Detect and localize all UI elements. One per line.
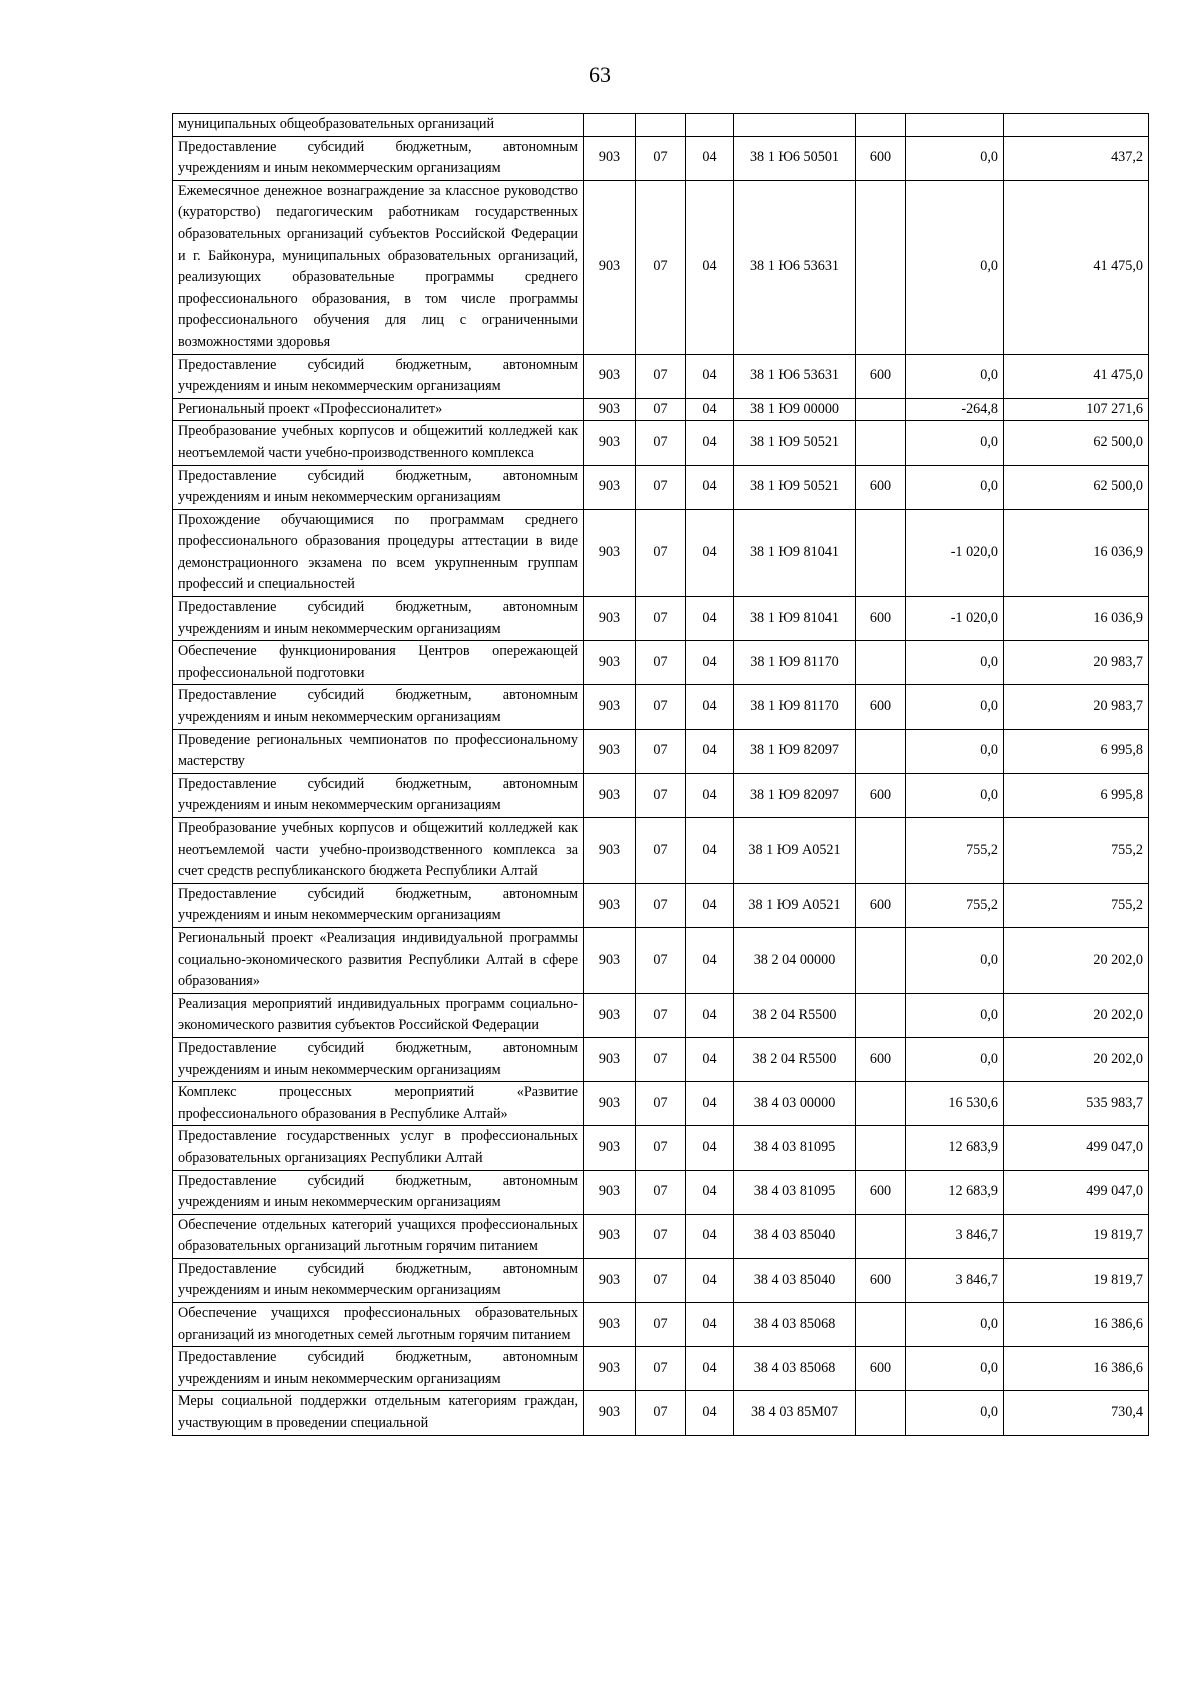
table-row xyxy=(173,1126,1149,1170)
change-amount-cell: 0,0 xyxy=(906,1347,1004,1391)
section-cell: 07 xyxy=(636,729,686,773)
subsection-cell: 04 xyxy=(686,398,734,421)
subsection-cell: 04 xyxy=(686,597,734,641)
table-row xyxy=(173,1303,1149,1347)
section-cell: 07 xyxy=(636,993,686,1037)
table-row xyxy=(173,1347,1149,1391)
grbs-cell: 903 xyxy=(584,773,636,817)
section-cell: 07 xyxy=(636,1391,686,1435)
expense-type-cell: 600 xyxy=(856,597,906,641)
grbs-cell: 903 xyxy=(584,597,636,641)
expense-type-cell: 600 xyxy=(856,1037,906,1081)
subsection-cell: 04 xyxy=(686,1214,734,1258)
total-amount-cell: 41 475,0 xyxy=(1004,180,1149,354)
total-amount-cell: 535 983,7 xyxy=(1004,1082,1149,1126)
total-amount-cell: 16 036,9 xyxy=(1004,597,1149,641)
section-cell: 07 xyxy=(636,773,686,817)
target-article-cell: 38 1 Ю6 53631 xyxy=(734,180,856,354)
change-amount-cell: 0,0 xyxy=(906,1391,1004,1435)
section-cell: 07 xyxy=(636,136,686,180)
section-cell: 07 xyxy=(636,1126,686,1170)
subsection-cell: 04 xyxy=(686,1391,734,1435)
change-amount-cell: 755,2 xyxy=(906,883,1004,927)
row-name-cell: Предоставление государственных услуг в профессиональных образовательных организациях Республики Алтай xyxy=(173,1126,584,1170)
section-cell: 07 xyxy=(636,1347,686,1391)
total-amount-cell: 437,2 xyxy=(1004,136,1149,180)
row-name-cell: Ежемесячное денежное вознаграждение за классное руководство (кураторство) педагогическим работникам государственных образовательных организаций субъектов Российской Федерации и г. Байконура, муниципальных образовательных организаций, реализующих образовательные программы среднего профессионального образования, в том числе программы профессионального обучения для лиц с ограниченными возможностями здоровья xyxy=(173,180,584,354)
total-amount-cell: 6 995,8 xyxy=(1004,773,1149,817)
subsection-cell: 04 xyxy=(686,1258,734,1302)
total-amount-cell: 20 983,7 xyxy=(1004,641,1149,685)
change-amount-cell xyxy=(906,114,1004,137)
row-name-cell: Обеспечение отдельных категорий учащихся профессиональных образовательных организаций льготным горячим питанием xyxy=(173,1214,584,1258)
target-article-cell: 38 1 Ю9 50521 xyxy=(734,421,856,465)
grbs-cell: 903 xyxy=(584,136,636,180)
expense-type-cell: 600 xyxy=(856,1347,906,1391)
grbs-cell: 903 xyxy=(584,993,636,1037)
target-article-cell xyxy=(734,114,856,137)
total-amount-cell: 755,2 xyxy=(1004,883,1149,927)
table-row xyxy=(173,136,1149,180)
target-article-cell: 38 2 04 00000 xyxy=(734,927,856,993)
table-row xyxy=(173,1082,1149,1126)
row-name-cell: Преобразование учебных корпусов и общежитий колледжей как неотъемлемой части учебно-производственного комплекса xyxy=(173,421,584,465)
grbs-cell: 903 xyxy=(584,465,636,509)
expense-type-cell xyxy=(856,1391,906,1435)
target-article-cell: 38 4 03 81095 xyxy=(734,1170,856,1214)
section-cell: 07 xyxy=(636,180,686,354)
target-article-cell: 38 1 Ю6 50501 xyxy=(734,136,856,180)
subsection-cell: 04 xyxy=(686,1347,734,1391)
subsection-cell: 04 xyxy=(686,818,734,884)
table-row xyxy=(173,729,1149,773)
target-article-cell: 38 4 03 00000 xyxy=(734,1082,856,1126)
section-cell: 07 xyxy=(636,465,686,509)
table-row xyxy=(173,883,1149,927)
grbs-cell: 903 xyxy=(584,421,636,465)
subsection-cell: 04 xyxy=(686,927,734,993)
change-amount-cell: 0,0 xyxy=(906,685,1004,729)
subsection-cell: 04 xyxy=(686,180,734,354)
section-cell: 07 xyxy=(636,1037,686,1081)
target-article-cell: 38 2 04 R5500 xyxy=(734,993,856,1037)
expense-type-cell: 600 xyxy=(856,1258,906,1302)
row-name-cell: Предоставление субсидий бюджетным, автономным учреждениям и иным некоммерческим организациям xyxy=(173,1347,584,1391)
row-name-cell: муниципальных общеобразовательных организаций xyxy=(173,114,584,137)
change-amount-cell: 3 846,7 xyxy=(906,1258,1004,1302)
table-row xyxy=(173,773,1149,817)
row-name-cell: Проведение региональных чемпионатов по профессиональному мастерству xyxy=(173,729,584,773)
grbs-cell: 903 xyxy=(584,883,636,927)
target-article-cell: 38 1 Ю9 82097 xyxy=(734,773,856,817)
section-cell: 07 xyxy=(636,1082,686,1126)
row-name-cell: Предоставление субсидий бюджетным, автономным учреждениям и иным некоммерческим организациям xyxy=(173,597,584,641)
table-row xyxy=(173,509,1149,596)
grbs-cell: 903 xyxy=(584,354,636,398)
grbs-cell: 903 xyxy=(584,1347,636,1391)
grbs-cell: 903 xyxy=(584,818,636,884)
subsection-cell: 04 xyxy=(686,465,734,509)
table-row xyxy=(173,1037,1149,1081)
total-amount-cell: 107 271,6 xyxy=(1004,398,1149,421)
target-article-cell: 38 1 Ю9 82097 xyxy=(734,729,856,773)
grbs-cell: 903 xyxy=(584,685,636,729)
change-amount-cell: 0,0 xyxy=(906,1303,1004,1347)
subsection-cell: 04 xyxy=(686,136,734,180)
total-amount-cell: 755,2 xyxy=(1004,818,1149,884)
change-amount-cell: 0,0 xyxy=(906,421,1004,465)
row-name-cell: Предоставление субсидий бюджетным, автономным учреждениям и иным некоммерческим организациям xyxy=(173,354,584,398)
subsection-cell: 04 xyxy=(686,354,734,398)
subsection-cell: 04 xyxy=(686,1082,734,1126)
grbs-cell: 903 xyxy=(584,1126,636,1170)
target-article-cell: 38 1 Ю9 А0521 xyxy=(734,818,856,884)
table-row xyxy=(173,114,1149,137)
change-amount-cell: 0,0 xyxy=(906,927,1004,993)
target-article-cell: 38 4 03 85068 xyxy=(734,1347,856,1391)
target-article-cell: 38 1 Ю9 50521 xyxy=(734,465,856,509)
expense-type-cell xyxy=(856,1214,906,1258)
table-row xyxy=(173,398,1149,421)
grbs-cell: 903 xyxy=(584,1391,636,1435)
row-name-cell: Предоставление субсидий бюджетным, автономным учреждениям и иным некоммерческим организациям xyxy=(173,1037,584,1081)
expense-type-cell xyxy=(856,1303,906,1347)
table-row xyxy=(173,421,1149,465)
row-name-cell: Обеспечение функционирования Центров опережающей профессиональной подготовки xyxy=(173,641,584,685)
row-name-cell: Преобразование учебных корпусов и общежитий колледжей как неотъемлемой части учебно-производственного комплекса за счет средств республиканского бюджета Республики Алтай xyxy=(173,818,584,884)
expense-type-cell xyxy=(856,641,906,685)
table-row xyxy=(173,818,1149,884)
section-cell: 07 xyxy=(636,1258,686,1302)
subsection-cell: 04 xyxy=(686,421,734,465)
grbs-cell: 903 xyxy=(584,1037,636,1081)
grbs-cell xyxy=(584,114,636,137)
total-amount-cell xyxy=(1004,114,1149,137)
row-name-cell: Прохождение обучающимися по программам среднего профессионального образования процедуры аттестации в виде демонстрационного экзамена по всем укрупненным группам профессий и специальностей xyxy=(173,509,584,596)
change-amount-cell: 12 683,9 xyxy=(906,1170,1004,1214)
section-cell: 07 xyxy=(636,927,686,993)
grbs-cell: 903 xyxy=(584,1214,636,1258)
subsection-cell: 04 xyxy=(686,1170,734,1214)
total-amount-cell: 16 036,9 xyxy=(1004,509,1149,596)
expense-type-cell xyxy=(856,1126,906,1170)
expense-type-cell: 600 xyxy=(856,883,906,927)
section-cell: 07 xyxy=(636,641,686,685)
expense-type-cell xyxy=(856,993,906,1037)
section-cell: 07 xyxy=(636,597,686,641)
row-name-cell: Обеспечение учащихся профессиональных образовательных организаций из многодетных семей льготным горячим питанием xyxy=(173,1303,584,1347)
subsection-cell: 04 xyxy=(686,641,734,685)
row-name-cell: Предоставление субсидий бюджетным, автономным учреждениям и иным некоммерческим организациям xyxy=(173,685,584,729)
change-amount-cell: 0,0 xyxy=(906,773,1004,817)
change-amount-cell: -264,8 xyxy=(906,398,1004,421)
table-row xyxy=(173,927,1149,993)
row-name-cell: Региональный проект «Реализация индивидуальной программы социально-экономического развития Республики Алтай в сфере образования» xyxy=(173,927,584,993)
change-amount-cell: 3 846,7 xyxy=(906,1214,1004,1258)
grbs-cell: 903 xyxy=(584,1170,636,1214)
target-article-cell: 38 4 03 81095 xyxy=(734,1126,856,1170)
section-cell: 07 xyxy=(636,354,686,398)
expense-type-cell xyxy=(856,421,906,465)
subsection-cell: 04 xyxy=(686,509,734,596)
table-row xyxy=(173,685,1149,729)
grbs-cell: 903 xyxy=(584,509,636,596)
expense-type-cell: 600 xyxy=(856,1170,906,1214)
section-cell: 07 xyxy=(636,1303,686,1347)
target-article-cell: 38 4 03 85М07 xyxy=(734,1391,856,1435)
target-article-cell: 38 1 Ю9 81041 xyxy=(734,597,856,641)
section-cell: 07 xyxy=(636,421,686,465)
subsection-cell: 04 xyxy=(686,685,734,729)
table-row xyxy=(173,993,1149,1037)
table-row xyxy=(173,1258,1149,1302)
total-amount-cell: 20 983,7 xyxy=(1004,685,1149,729)
change-amount-cell: 0,0 xyxy=(906,641,1004,685)
change-amount-cell: 0,0 xyxy=(906,465,1004,509)
section-cell: 07 xyxy=(636,1170,686,1214)
total-amount-cell: 16 386,6 xyxy=(1004,1347,1149,1391)
target-article-cell: 38 4 03 85040 xyxy=(734,1214,856,1258)
row-name-cell: Предоставление субсидий бюджетным, автономным учреждениям и иным некоммерческим организациям xyxy=(173,465,584,509)
grbs-cell: 903 xyxy=(584,1303,636,1347)
change-amount-cell: -1 020,0 xyxy=(906,509,1004,596)
expense-type-cell xyxy=(856,398,906,421)
subsection-cell: 04 xyxy=(686,729,734,773)
subsection-cell: 04 xyxy=(686,993,734,1037)
change-amount-cell: 0,0 xyxy=(906,993,1004,1037)
grbs-cell: 903 xyxy=(584,729,636,773)
expense-type-cell: 600 xyxy=(856,354,906,398)
total-amount-cell: 730,4 xyxy=(1004,1391,1149,1435)
section-cell: 07 xyxy=(636,883,686,927)
subsection-cell: 04 xyxy=(686,1303,734,1347)
table-row xyxy=(173,1214,1149,1258)
section-cell: 07 xyxy=(636,685,686,729)
total-amount-cell: 20 202,0 xyxy=(1004,993,1149,1037)
change-amount-cell: 12 683,9 xyxy=(906,1126,1004,1170)
section-cell: 07 xyxy=(636,818,686,884)
grbs-cell: 903 xyxy=(584,398,636,421)
grbs-cell: 903 xyxy=(584,927,636,993)
change-amount-cell: -1 020,0 xyxy=(906,597,1004,641)
row-name-cell: Меры социальной поддержки отдельным категориям граждан, участвующим в проведении специальной xyxy=(173,1391,584,1435)
row-name-cell: Предоставление субсидий бюджетным, автономным учреждениям и иным некоммерческим организациям xyxy=(173,1258,584,1302)
table-row xyxy=(173,354,1149,398)
target-article-cell: 38 1 Ю9 А0521 xyxy=(734,883,856,927)
table-row xyxy=(173,1170,1149,1214)
table-row xyxy=(173,465,1149,509)
change-amount-cell: 0,0 xyxy=(906,354,1004,398)
change-amount-cell: 0,0 xyxy=(906,136,1004,180)
total-amount-cell: 499 047,0 xyxy=(1004,1170,1149,1214)
total-amount-cell: 62 500,0 xyxy=(1004,465,1149,509)
expense-type-cell xyxy=(856,1082,906,1126)
total-amount-cell: 41 475,0 xyxy=(1004,354,1149,398)
target-article-cell: 38 1 Ю9 81170 xyxy=(734,685,856,729)
target-article-cell: 38 2 04 R5500 xyxy=(734,1037,856,1081)
change-amount-cell: 0,0 xyxy=(906,729,1004,773)
total-amount-cell: 16 386,6 xyxy=(1004,1303,1149,1347)
change-amount-cell: 0,0 xyxy=(906,1037,1004,1081)
total-amount-cell: 6 995,8 xyxy=(1004,729,1149,773)
section-cell: 07 xyxy=(636,509,686,596)
table-body xyxy=(173,114,1149,1436)
table-row xyxy=(173,597,1149,641)
subsection-cell: 04 xyxy=(686,773,734,817)
section-cell: 07 xyxy=(636,1214,686,1258)
subsection-cell xyxy=(686,114,734,137)
target-article-cell: 38 1 Ю9 81041 xyxy=(734,509,856,596)
subsection-cell: 04 xyxy=(686,883,734,927)
expense-type-cell: 600 xyxy=(856,465,906,509)
table-row xyxy=(173,180,1149,354)
target-article-cell: 38 4 03 85040 xyxy=(734,1258,856,1302)
row-name-cell: Предоставление субсидий бюджетным, автономным учреждениям и иным некоммерческим организациям xyxy=(173,136,584,180)
expense-type-cell xyxy=(856,927,906,993)
grbs-cell: 903 xyxy=(584,180,636,354)
target-article-cell: 38 1 Ю9 00000 xyxy=(734,398,856,421)
row-name-cell: Предоставление субсидий бюджетным, автономным учреждениям и иным некоммерческим организациям xyxy=(173,773,584,817)
section-cell: 07 xyxy=(636,398,686,421)
expense-type-cell xyxy=(856,509,906,596)
expense-type-cell xyxy=(856,818,906,884)
expense-type-cell xyxy=(856,114,906,137)
change-amount-cell: 755,2 xyxy=(906,818,1004,884)
total-amount-cell: 19 819,7 xyxy=(1004,1258,1149,1302)
grbs-cell: 903 xyxy=(584,1082,636,1126)
expense-type-cell xyxy=(856,180,906,354)
grbs-cell: 903 xyxy=(584,1258,636,1302)
expense-type-cell: 600 xyxy=(856,685,906,729)
row-name-cell: Комплекс процессных мероприятий «Развитие профессионального образования в Республике Алтай» xyxy=(173,1082,584,1126)
total-amount-cell: 19 819,7 xyxy=(1004,1214,1149,1258)
subsection-cell: 04 xyxy=(686,1126,734,1170)
change-amount-cell: 0,0 xyxy=(906,180,1004,354)
budget-table xyxy=(172,113,1149,1436)
expense-type-cell: 600 xyxy=(856,136,906,180)
total-amount-cell: 62 500,0 xyxy=(1004,421,1149,465)
expense-type-cell: 600 xyxy=(856,773,906,817)
row-name-cell: Предоставление субсидий бюджетным, автономным учреждениям и иным некоммерческим организациям xyxy=(173,1170,584,1214)
page-number: 63 xyxy=(589,62,611,87)
grbs-cell: 903 xyxy=(584,641,636,685)
target-article-cell: 38 1 Ю9 81170 xyxy=(734,641,856,685)
subsection-cell: 04 xyxy=(686,1037,734,1081)
total-amount-cell: 20 202,0 xyxy=(1004,1037,1149,1081)
section-cell xyxy=(636,114,686,137)
total-amount-cell: 499 047,0 xyxy=(1004,1126,1149,1170)
table-row xyxy=(173,641,1149,685)
row-name-cell: Реализация мероприятий индивидуальных программ социально-экономического развития субъектов Российской Федерации xyxy=(173,993,584,1037)
target-article-cell: 38 4 03 85068 xyxy=(734,1303,856,1347)
row-name-cell: Региональный проект «Профессионалитет» xyxy=(173,398,584,421)
total-amount-cell: 20 202,0 xyxy=(1004,927,1149,993)
change-amount-cell: 16 530,6 xyxy=(906,1082,1004,1126)
expense-type-cell xyxy=(856,729,906,773)
table-row xyxy=(173,1391,1149,1435)
target-article-cell: 38 1 Ю6 53631 xyxy=(734,354,856,398)
row-name-cell: Предоставление субсидий бюджетным, автономным учреждениям и иным некоммерческим организациям xyxy=(173,883,584,927)
